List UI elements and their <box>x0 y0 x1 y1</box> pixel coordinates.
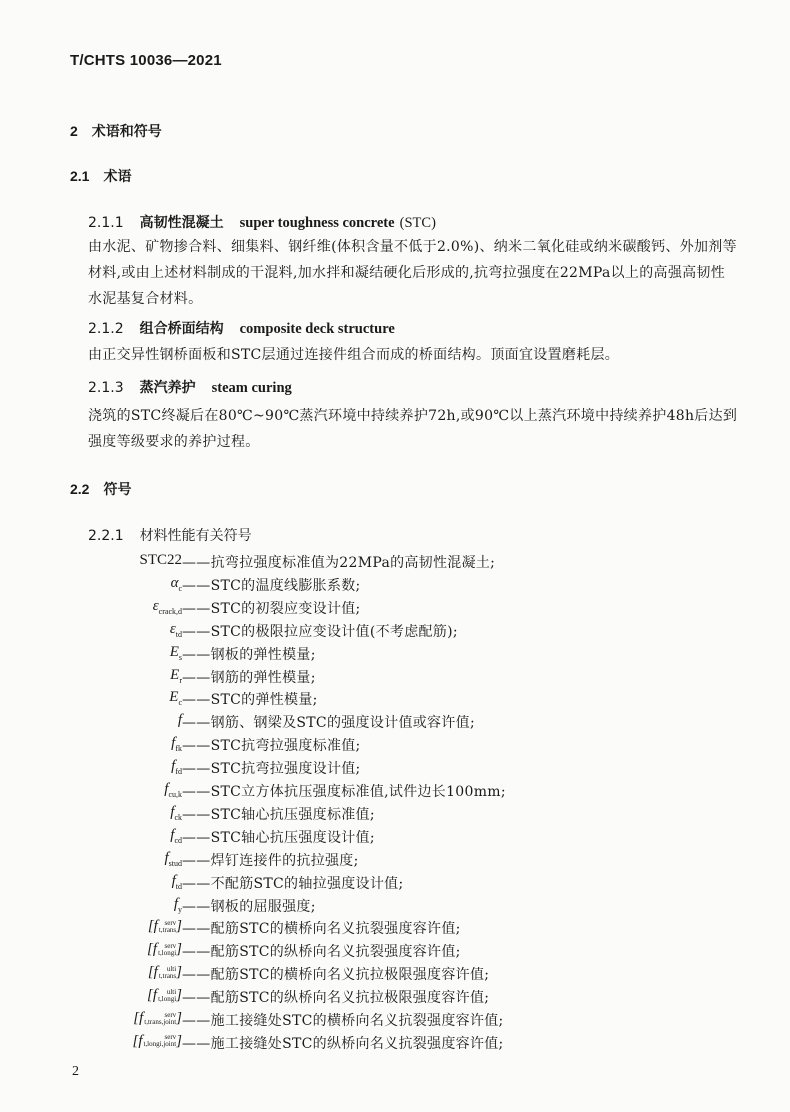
symbol-notation: f <box>177 712 182 729</box>
symbol-description: ——STC的极限拉应变设计值(不考虑配筋); <box>182 623 458 640</box>
symbol-row <box>70 712 770 734</box>
symbol-row <box>70 667 770 689</box>
section-2-2-heading <box>70 479 131 499</box>
symbol-notation: $\varepsilon_{crack,d}$ <box>152 597 182 616</box>
symbol-description: ——钢板的弹性模量; <box>182 646 316 663</box>
symbol-description: ——不配筋STC的轴拉强度设计值; <box>182 875 404 892</box>
symbol-description: ——STC的弹性模量; <box>182 692 318 709</box>
symbol-notation: $E_r$ <box>170 666 182 685</box>
term-english: steam curing <box>211 380 292 396</box>
symbol-notation: $f_y$ <box>173 895 182 914</box>
symbol-notation: [f serv t,longi] <box>147 941 182 958</box>
symbol-description: ——焊钉连接件的抗拉强度; <box>182 852 359 869</box>
symbol-notation: $\varepsilon_{td}$ <box>169 620 182 639</box>
symbol-row <box>70 873 770 895</box>
section-2-heading <box>70 121 162 141</box>
term-2-1-2-heading <box>88 318 395 338</box>
term-2-1-3-definition: 浇筑的STC终凝后在80℃~90℃蒸汽环境中持续养护72h,或90℃以上蒸汽环境中持续养护48h后达到强度等级要求的养护过程。 <box>88 408 738 450</box>
symbol-description: ——STC抗弯拉强度设计值; <box>182 761 361 778</box>
symbol-row <box>70 552 770 574</box>
symbol-row <box>70 644 770 666</box>
section-number: 2.2 <box>70 481 90 497</box>
symbol-notation: $f_{fk}$ <box>171 735 182 754</box>
symbol-notation: [f ulti t,longi] <box>147 987 182 1004</box>
symbol-row <box>70 850 770 872</box>
symbol-notation: $f_{stud}$ <box>164 849 182 868</box>
symbol-description: ——STC抗弯拉强度标准值; <box>182 738 361 755</box>
symbol-notation: [f serv t,trans] <box>147 918 182 935</box>
symbol-description: ——STC轴心抗压强度设计值; <box>182 829 375 846</box>
symbol-notation: $E_s$ <box>169 643 182 662</box>
symbol-description: ——施工接缝处STC的横桥向名义抗裂强度容许值; <box>182 1013 504 1029</box>
symbol-description: ——配筋STC的横桥向名义抗拉极限强度容许值; <box>182 967 490 984</box>
symbol-description: ——施工接缝处STC的纵桥向名义抗裂强度容许值; <box>182 1035 504 1052</box>
section-title: 术语和符号 <box>91 123 162 139</box>
symbol-notation: STC22 <box>139 552 182 568</box>
document-id: T/CHTS 10036—2021 <box>70 52 222 69</box>
symbol-description: ——配筋STC的纵桥向名义抗裂强度容许值; <box>182 944 461 961</box>
section-2-1-heading <box>70 166 131 186</box>
symbol-row <box>70 758 770 780</box>
symbol-description: ——钢板的屈服强度; <box>182 898 316 915</box>
symbol-row <box>70 827 770 849</box>
term-2-1-2-definition: 由正交异性钢桥面板和STC层通过连接件组合而成的桥面结构。顶面宜设置磨耗层。 <box>88 347 620 363</box>
symbol-row <box>70 735 770 757</box>
symbol-row <box>70 689 770 711</box>
symbol-description: ——配筋STC的横桥向名义抗裂强度容许值; <box>182 921 461 938</box>
term-chinese: 蒸汽养护 <box>139 380 196 396</box>
section-number: 2.1 <box>70 168 90 184</box>
page-number: 2 <box>72 1064 79 1079</box>
symbol-description: ——钢筋的弹性模量; <box>182 669 316 686</box>
term-2-1-3-heading <box>88 377 292 397</box>
term-number: 2.1.2 <box>88 321 124 337</box>
symbol-row <box>70 918 770 940</box>
symbol-notation: [f serv t,longi,joint] <box>132 1032 182 1049</box>
symbol-description: ——抗弯拉强度标准值为22MPa的高韧性混凝土; <box>182 555 496 571</box>
symbol-notation: $E_c$ <box>169 689 182 708</box>
symbol-description: ——STC轴心抗压强度标准值; <box>182 806 375 823</box>
symbol-description: ——STC的温度线膨胀系数; <box>182 577 361 594</box>
symbol-notation: [f serv t,trans,joint] <box>133 1010 182 1026</box>
symbol-row <box>70 964 770 986</box>
symbol-description: ——STC的初裂应变设计值; <box>182 600 361 617</box>
symbol-row <box>70 621 770 643</box>
term-abbreviation: (STC) <box>399 215 436 231</box>
symbol-notation: $f_{cd}$ <box>170 826 182 845</box>
section-title: 术语 <box>103 168 132 184</box>
term-english: super toughness concrete <box>239 215 395 231</box>
symbol-notation: $f_{cu,k}$ <box>164 781 182 799</box>
symbol-notation: $\alpha_c$ <box>170 574 182 593</box>
symbol-row <box>70 896 770 918</box>
subsection-title: 材料性能有关符号 <box>139 528 252 544</box>
symbol-row <box>70 987 770 1009</box>
term-number: 2.1.3 <box>88 380 124 396</box>
term-chinese: 高韧性混凝土 <box>139 215 224 231</box>
term-number: 2.1.1 <box>88 215 124 231</box>
symbol-notation: $f_{fd}$ <box>171 758 182 777</box>
symbol-row <box>70 598 770 620</box>
symbol-notation: [f ulti t,trans] <box>147 964 182 981</box>
section-number: 2 <box>70 123 78 139</box>
subsection-number: 2.2.1 <box>88 528 124 544</box>
term-2-1-1-definition: 由水泥、矿物掺合料、细集料、钢纤维(体积含量不低于2.0%)、纳米二氧化硅或纳米碳酸钙、外加剂等材料,或由上述材料制成的干混料,加水拌和凝结硬化后形成的,抗弯拉强度在22MPa以上的高强高韧性水泥基复合材料。 <box>88 239 737 307</box>
symbol-row <box>70 1033 770 1055</box>
term-chinese: 组合桥面结构 <box>139 321 224 337</box>
symbol-description: ——STC立方体抗压强度标准值,试件边长100mm; <box>182 784 506 800</box>
section-title: 符号 <box>103 481 132 497</box>
symbol-notation: $f_{ck}$ <box>170 803 182 822</box>
symbol-description: ——配筋STC的纵桥向名义抗拉极限强度容许值; <box>182 990 490 1007</box>
subsection-2-2-1-heading <box>88 525 252 545</box>
symbol-description: ——钢筋、钢梁及STC的强度设计值或容许值; <box>182 715 475 732</box>
term-english: composite deck structure <box>239 321 395 337</box>
symbol-row <box>70 804 770 826</box>
symbol-row <box>70 941 770 963</box>
symbol-row <box>70 1010 770 1032</box>
symbol-row <box>70 781 770 803</box>
term-2-1-1-heading <box>88 212 436 232</box>
symbol-notation: $f_{td}$ <box>171 872 182 891</box>
symbol-row <box>70 575 770 597</box>
